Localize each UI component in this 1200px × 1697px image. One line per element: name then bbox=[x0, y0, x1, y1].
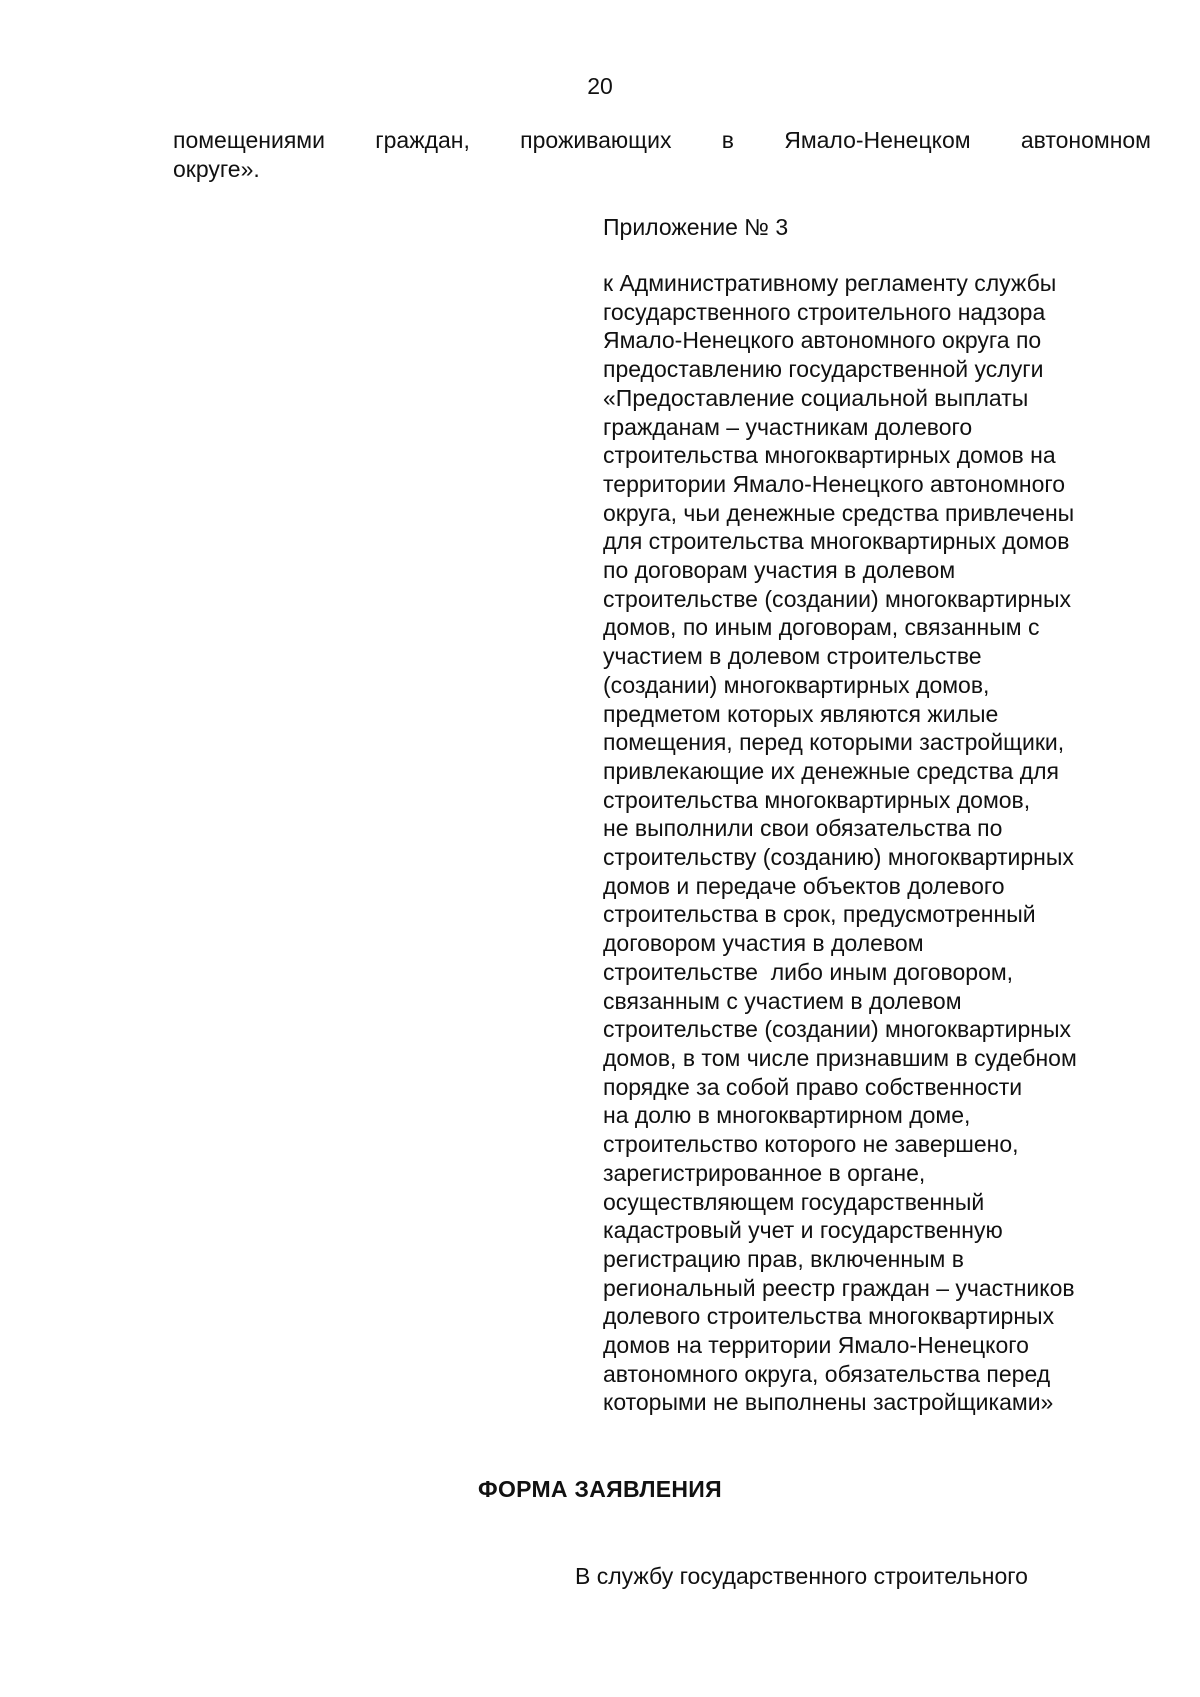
appendix-line: на долю в многоквартирном доме, bbox=[603, 1102, 971, 1129]
appendix-line: порядке за собой право собственности bbox=[603, 1073, 1023, 1100]
appendix-line: связанным с участием в долевом bbox=[603, 987, 962, 1014]
appendix-line: которыми не выполнены застройщиками» bbox=[603, 1389, 1054, 1416]
appendix-line: (создании) многоквартирных домов, bbox=[603, 671, 990, 698]
appendix-line: строительстве либо иным договором, bbox=[603, 958, 1014, 985]
continuation-line-1: помещениями граждан, проживающих в Ямало-Ненецком автономном bbox=[173, 127, 1151, 153]
continuation-line-2: округе». bbox=[173, 156, 260, 182]
appendix-line: «Предоставление социальной выплаты bbox=[603, 384, 1029, 411]
appendix-line: государственного строительного надзора bbox=[603, 298, 1046, 325]
continuation-paragraph bbox=[173, 126, 1151, 184]
appendix-line: зарегистрированное в органе, bbox=[603, 1159, 926, 1186]
appendix-line: строительству (созданию) многоквартирных bbox=[603, 844, 1074, 871]
appendix-line: территории Ямало-Ненецкого автономного bbox=[603, 470, 1066, 497]
appendix-line: не выполнили свои обязательства по bbox=[603, 815, 1003, 842]
appendix-line: привлекающие их денежные средства для bbox=[603, 757, 1060, 784]
appendix-line: строительство которого не завершено, bbox=[603, 1131, 1019, 1158]
appendix-line: кадастровый учет и государственную bbox=[603, 1217, 1003, 1244]
appendix-body bbox=[603, 269, 1077, 1417]
appendix-line: домов и передаче объектов долевого bbox=[603, 872, 1005, 899]
appendix-line: домов, по иным договорам, связанным с bbox=[603, 614, 1040, 641]
appendix-line: строительстве (создании) многоквартирных bbox=[603, 585, 1071, 612]
appendix-line: автономного округа, обязательства перед bbox=[603, 1360, 1051, 1387]
form-heading: ФОРМА ЗАЯВЛЕНИЯ bbox=[478, 1476, 722, 1502]
appendix-line: региональный реестр граждан – участников bbox=[603, 1274, 1075, 1301]
appendix-line: к Административному регламенту службы bbox=[603, 270, 1057, 296]
appendix-line: строительства в срок, предусмотренный bbox=[603, 901, 1036, 928]
appendix-line: помещения, перед которыми застройщики, bbox=[603, 729, 1065, 756]
appendix-line: строительства многоквартирных домов, bbox=[603, 786, 1031, 813]
appendix-line: осуществляющем государственный bbox=[603, 1188, 985, 1215]
appendix-line: домов, в том числе признавшим в судебном bbox=[603, 1044, 1077, 1071]
appendix-line: строительстве (создании) многоквартирных bbox=[603, 1016, 1071, 1043]
appendix-line: строительства многоквартирных домов на bbox=[603, 442, 1056, 469]
appendix-line: по договорам участия в долевом bbox=[603, 557, 956, 584]
appendix-title: Приложение № 3 bbox=[603, 214, 789, 240]
appendix-line: Ямало-Ненецкого автономного округа по bbox=[603, 327, 1042, 354]
appendix-line: долевого строительства многоквартирных bbox=[603, 1303, 1055, 1330]
page-number: 20 bbox=[587, 73, 613, 99]
appendix-line: предметом которых являются жилые bbox=[603, 700, 999, 727]
appendix-line: регистрацию прав, включенным в bbox=[603, 1245, 964, 1272]
appendix-line: гражданам – участникам долевого bbox=[603, 413, 973, 440]
addressee-line: В службу государственного строительного bbox=[575, 1563, 1028, 1589]
appendix-line: участием в долевом строительстве bbox=[603, 643, 982, 670]
appendix-line: предоставлению государственной услуги bbox=[603, 356, 1044, 383]
appendix-line: для строительства многоквартирных домов bbox=[603, 528, 1070, 555]
appendix-line: домов на территории Ямало-Ненецкого bbox=[603, 1332, 1029, 1359]
appendix-line: договором участия в долевом bbox=[603, 930, 924, 957]
appendix-line: округа, чьи денежные средства привлечены bbox=[603, 499, 1075, 526]
